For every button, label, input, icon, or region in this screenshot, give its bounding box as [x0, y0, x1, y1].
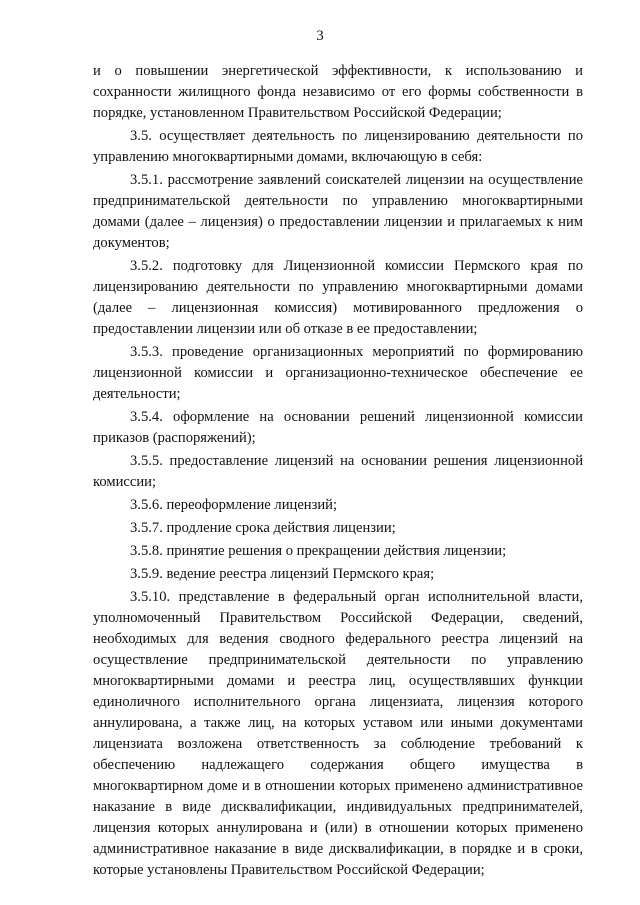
paragraph-continuation: и о повышении энергетической эффективности, к использованию и сохранности жилищного фонда независимо от его формы собственности в порядке, установленном Правительством Российской Федерации; — [93, 63, 583, 121]
paragraph-3-5-2: 3.5.2. подготовку для Лицензионной комиссии Пермского края по лицензированию деятельности по управлению многоквартирными домами (далее – лицензионная комиссия) мотивированного предложения о предоставлении лицензии или об отказе в ее предоставлении; — [93, 258, 583, 337]
paragraph-3-5-1: 3.5.1. рассмотрение заявлений соискателей лицензии на осуществление предпринимательской деятельности по управлению многоквартирными домами (далее – лицензия) о предоставлении лицензии и прилагаемых к ним документов; — [93, 172, 583, 251]
document-body — [93, 61, 583, 881]
paragraph-3-5: 3.5. осуществляет деятельность по лицензированию деятельности по управлению многоквартирными домами, включающую в себя: — [93, 128, 583, 165]
paragraph-3-5-6: 3.5.6. переоформление лицензий; — [130, 497, 338, 513]
paragraph-3-5-5: 3.5.5. предоставление лицензий на основании решения лицензионной комиссии; — [93, 453, 583, 490]
page-number: 3 — [316, 28, 324, 44]
paragraph-3-5-4: 3.5.4. оформление на основании решений лицензионной комиссии приказов (распоряжений); — [93, 409, 583, 446]
paragraph-3-5-3: 3.5.3. проведение организационных мероприятий по формированию лицензионной комиссии и организационно-техническое обеспечение ее деятельности; — [93, 344, 583, 402]
paragraph-3-5-8: 3.5.8. принятие решения о прекращении действия лицензии; — [130, 543, 507, 559]
paragraph-3-5-9: 3.5.9. ведение реестра лицензий Пермского края; — [130, 566, 435, 582]
paragraph-3-5-10: 3.5.10. представление в федеральный орган исполнительной власти, уполномоченный Правительством Российской Федерации, сведений, необходимых для ведения сводного федерального реестра лицензий на осуществление предпринимательской деятельности по управлению многоквартирными домами и реестра лиц, осуществлявших функции единоличного исполнительного органа лицензиата, лицензия которого аннулирована, а также лиц, на которых уставом или иными документами лицензиата возложена ответственность за соблюдение требований к обеспечению надлежащего содержания общего имущества в многоквартирном доме и в отношении которых применено административное наказание в виде дисквалификации, индивидуальных предпринимателей, лицензия которых аннулирована и (или) в отношении которых применено административное наказание в виде дисквалификации, в порядке и в сроки, которые установлены Правительством Российской Федерации; — [93, 589, 583, 878]
paragraph-3-5-7: 3.5.7. продление срока действия лицензии; — [130, 520, 396, 536]
